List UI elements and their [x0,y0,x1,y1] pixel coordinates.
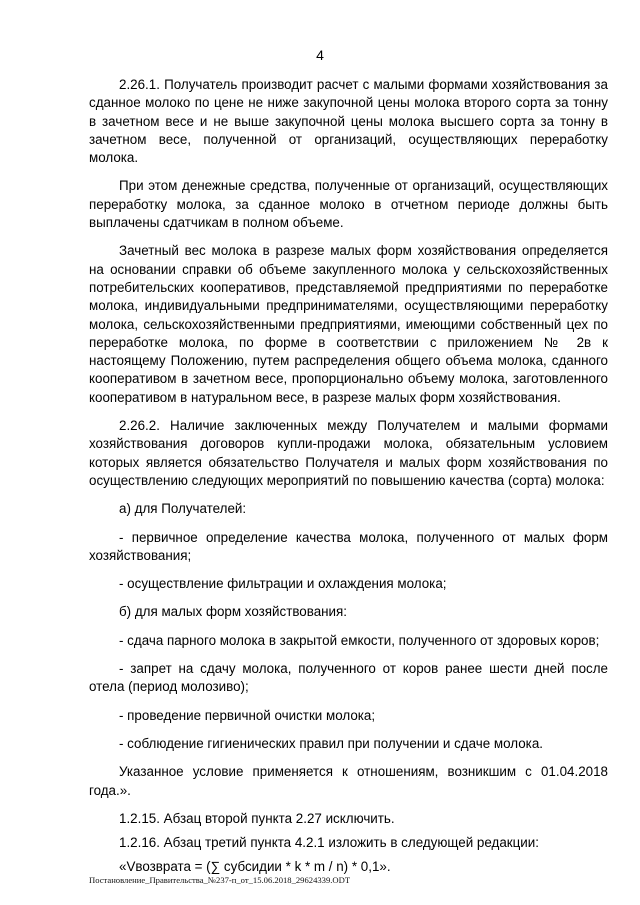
list-item: - сдача парного молока в закрытой емкости, полученного от здоровых коров; [119,632,600,648]
paragraph: Указанное условие применяется к отношениям, возникшим с 01.04.2018 года.». [89,764,608,798]
paragraph: 1.2.16. Абзац третий пункта 4.2.1 изложить в следующей редакции: [119,835,539,851]
list-item: - первичное определение качества молока, полученного от малых форм хозяйствования; [89,529,608,563]
paragraph: 1.2.15. Абзац второй пункта 2.27 исключить. [119,810,395,826]
footer-filename: Постановление_Правительства_№237-п_от_15.06.2018_29624339.ODT [89,875,351,885]
formula: «Vвозврата = (∑ субсидии * k * m / n) * 0,1». [119,859,391,875]
paragraph: Зачетный вес молока в разрезе малых форм хозяйствования определяется на основании справки об объеме закупленного молока у сельскохозяйственных потребительских кооперативов, представляемой предприятиями по переработке молока, индивидуальными предпринимателями, осуществляющими переработку молока, сельскохозяйственными предприятиями, имеющими собственный цех по переработке молока, по форме в соответствии с приложением № 2в к настоящему Положению, путем распределения общего объема молока, сданного кооперативом в зачетном весе, пропорционально объему молока, заготовленного кооперативом в натуральном весе, в разрезе малых форм хозяйствования. [89,243,608,405]
list-heading: б) для малых форм хозяйствования: [119,604,347,620]
list-item: - проведение первичной очистки молока; [119,707,376,723]
paragraph: 2.26.1. Получатель производит расчет с малыми формами хозяйствования за сданное молоко по цене не ниже закупочной цены молока второго сорта за тонну в зачетном весе и не выше закупочной цены молока высшего сорта за тонну в зачетном весе, полученной от организаций, осуществляющих переработку молока. [89,77,608,166]
list-item: - осуществление фильтрации и охлаждения молока; [119,576,447,592]
paragraph: 2.26.2. Наличие заключенных между Получателем и малыми формами хозяйствования договоров купли-продажи молока, обязательным условием которых является обязательство Получателя и малых форм хозяйствования по осуществлению следующих мероприятий по повышению качества (сорта) молока: [89,418,608,488]
list-heading: а) для Получателей: [119,501,247,517]
list-item: - соблюдение гигиенических правил при получении и сдаче молока. [119,735,544,751]
paragraph: При этом денежные средства, полученные от организаций, осуществляющих переработку молока, за сданное молоко в отчетном периоде должны быть выплачены сдатчикам в полном объеме. [89,178,608,231]
document-body [89,76,608,887]
list-item: - запрет на сдачу молока, полученного от коров ранее шести дней после отела (период молозиво); [89,661,608,695]
page-number: 4 [316,47,324,63]
